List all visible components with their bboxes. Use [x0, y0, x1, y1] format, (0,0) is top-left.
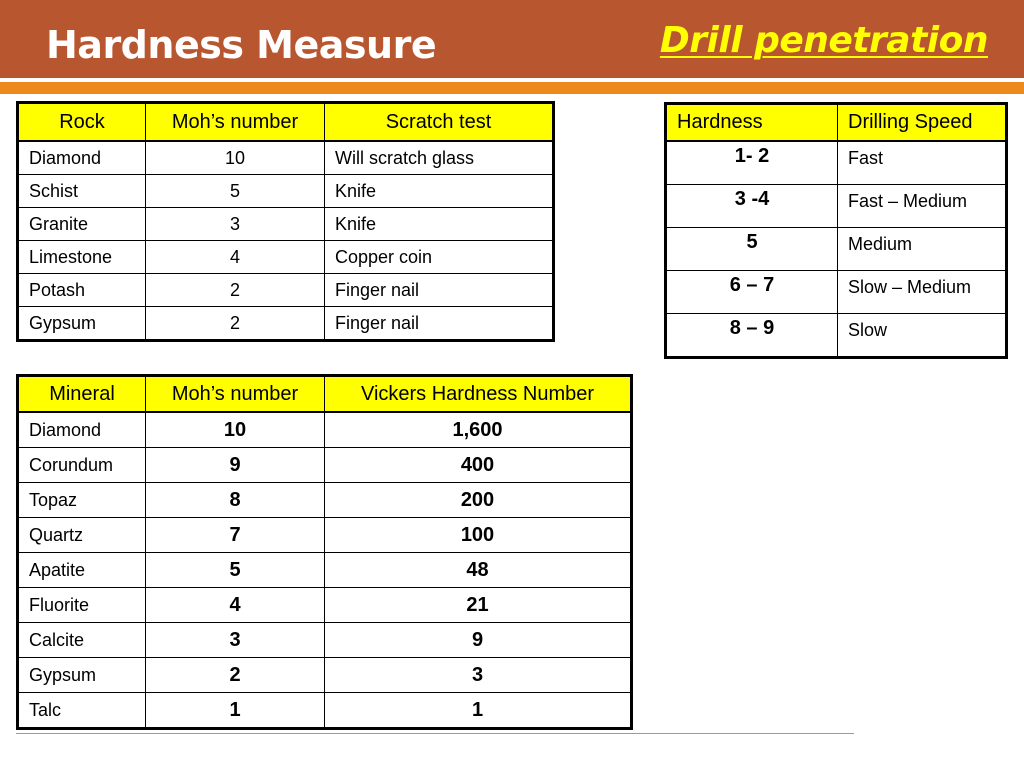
mohs-number-cell: 10: [146, 141, 325, 175]
vickers-number-cell: 1: [325, 693, 632, 729]
mohs-number-cell: 7: [146, 518, 325, 553]
drilling-speed-cell: Slow – Medium: [838, 271, 1007, 314]
table-row: [18, 623, 632, 658]
table-row: [666, 271, 1007, 314]
column-header-scratch-test: Scratch test: [325, 103, 554, 142]
hardness-range-cell: 1- 2: [666, 141, 838, 185]
mohs-number-cell: 2: [146, 274, 325, 307]
mohs-number-cell: 8: [146, 483, 325, 518]
mineral-name-cell: Calcite: [18, 623, 146, 658]
mohs-number-cell: 5: [146, 175, 325, 208]
scratch-test-cell: Finger nail: [325, 274, 554, 307]
mineral-name-cell: Quartz: [18, 518, 146, 553]
table-row: [18, 693, 632, 729]
mohs-number-cell: 3: [146, 623, 325, 658]
rock-name-cell: Schist: [18, 175, 146, 208]
mohs-number-cell: 5: [146, 553, 325, 588]
table-row: [18, 208, 554, 241]
hardness-range-cell: 5: [666, 228, 838, 271]
column-header-vickers-hardness-number: Vickers Hardness Number: [325, 376, 632, 413]
rock-hardness-table: [16, 101, 555, 342]
rock-name-cell: Gypsum: [18, 307, 146, 341]
scratch-test-cell: Will scratch glass: [325, 141, 554, 175]
scratch-test-cell: Knife: [325, 175, 554, 208]
mineral-name-cell: Corundum: [18, 448, 146, 483]
mohs-number-cell: 2: [146, 658, 325, 693]
scratch-test-cell: Copper coin: [325, 241, 554, 274]
table-row: [666, 141, 1007, 185]
mohs-number-cell: 4: [146, 588, 325, 623]
table-row: [18, 241, 554, 274]
vickers-number-cell: 21: [325, 588, 632, 623]
hardness-range-cell: 8 – 9: [666, 314, 838, 358]
table-header-row: [18, 376, 632, 413]
mohs-number-cell: 4: [146, 241, 325, 274]
vickers-number-cell: 9: [325, 623, 632, 658]
mohs-number-cell: 10: [146, 412, 325, 448]
mineral-name-cell: Topaz: [18, 483, 146, 518]
mineral-name-cell: Apatite: [18, 553, 146, 588]
table-header-row: [18, 103, 554, 142]
table-row: [18, 483, 632, 518]
vickers-number-cell: 48: [325, 553, 632, 588]
rock-name-cell: Potash: [18, 274, 146, 307]
bottom-divider: [16, 733, 854, 734]
hardness-range-cell: 3 -4: [666, 185, 838, 228]
vickers-number-cell: 100: [325, 518, 632, 553]
drilling-speed-cell: Slow: [838, 314, 1007, 358]
column-header-mineral: Mineral: [18, 376, 146, 413]
scratch-test-cell: Knife: [325, 208, 554, 241]
table-row: [18, 175, 554, 208]
table-row: [18, 658, 632, 693]
table-row: [666, 185, 1007, 228]
rock-name-cell: Limestone: [18, 241, 146, 274]
mineral-name-cell: Fluorite: [18, 588, 146, 623]
column-header-hardness: Hardness: [666, 104, 838, 142]
table-row: [18, 448, 632, 483]
hardness-range-cell: 6 – 7: [666, 271, 838, 314]
column-header-drilling-speed: Drilling Speed: [838, 104, 1007, 142]
vickers-number-cell: 400: [325, 448, 632, 483]
drilling-speed-cell: Fast – Medium: [838, 185, 1007, 228]
table-row: [18, 412, 632, 448]
header-stripe: [0, 82, 1024, 94]
column-header-rock: Rock: [18, 103, 146, 142]
mohs-number-cell: 1: [146, 693, 325, 729]
table-row: [18, 588, 632, 623]
table-row: [666, 314, 1007, 358]
table-row: [18, 553, 632, 588]
page-subtitle: Drill penetration: [659, 20, 988, 61]
drilling-speed-table: [664, 102, 1008, 359]
page-title: Hardness Measure: [46, 23, 437, 67]
rock-name-cell: Diamond: [18, 141, 146, 175]
mohs-number-cell: 2: [146, 307, 325, 341]
table-row: [18, 307, 554, 341]
vickers-number-cell: 1,600: [325, 412, 632, 448]
drilling-speed-cell: Medium: [838, 228, 1007, 271]
mohs-number-cell: 9: [146, 448, 325, 483]
table-row: [18, 518, 632, 553]
column-header-mohs-number: Moh’s number: [146, 376, 325, 413]
vickers-number-cell: 200: [325, 483, 632, 518]
mineral-name-cell: Gypsum: [18, 658, 146, 693]
mineral-name-cell: Diamond: [18, 412, 146, 448]
table-row: [666, 228, 1007, 271]
vickers-number-cell: 3: [325, 658, 632, 693]
scratch-test-cell: Finger nail: [325, 307, 554, 341]
mohs-number-cell: 3: [146, 208, 325, 241]
drilling-speed-cell: Fast: [838, 141, 1007, 185]
table-row: [18, 274, 554, 307]
mineral-hardness-table: [16, 374, 633, 730]
rock-name-cell: Granite: [18, 208, 146, 241]
table-header-row: [666, 104, 1007, 142]
table-row: [18, 141, 554, 175]
mineral-name-cell: Talc: [18, 693, 146, 729]
column-header-mohs-number: Moh’s number: [146, 103, 325, 142]
